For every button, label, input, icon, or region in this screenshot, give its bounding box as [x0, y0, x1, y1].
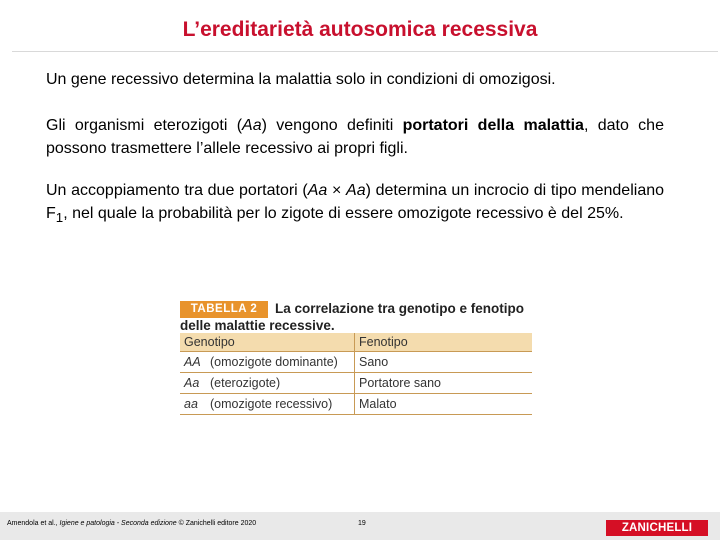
header-fenotipo: Fenotipo: [355, 333, 533, 352]
slide-title: L’ereditarietà autosomica recessiva: [182, 18, 538, 41]
title-divider: [12, 51, 718, 52]
genotype-cell: [180, 394, 355, 415]
paragraph-2-text-c: ) vengono definiti: [261, 117, 403, 134]
genotype-symbol: AA: [184, 355, 201, 369]
genotype-cell: [180, 352, 355, 373]
paragraph-1: [46, 68, 664, 91]
paragraph-3-text-a: Un accoppiamento tra due portatori (: [46, 182, 308, 199]
paragraph-2: [46, 114, 664, 160]
table-caption-line-2: delle malattie recessive.: [180, 318, 335, 333]
f1-subscript: 1: [55, 210, 64, 226]
carrier-term-bold: portatori della malattia: [402, 117, 584, 134]
phenotype-cell: Portatore sano: [355, 373, 533, 394]
zanichelli-logo: ZANICHELLI: [606, 520, 708, 536]
table-row: [180, 373, 532, 394]
phenotype-cell: Malato: [355, 394, 533, 415]
genotype-symbol: aa: [184, 397, 198, 411]
footer-copyright: © Zanichelli editore 2020: [176, 520, 257, 527]
footer-authors: Amendola et al.,: [7, 520, 60, 527]
footer-credit: [7, 520, 256, 527]
genotype-cell: [180, 373, 355, 394]
genotype-aa-italic-2: Aa: [346, 182, 366, 199]
genotype-desc: (omozigote recessivo): [210, 397, 333, 411]
table-caption-line-1: La correlazione tra genotipo e fenotipo: [275, 301, 525, 316]
table-header-row: [180, 333, 532, 352]
paragraph-3-text-g: , nel quale la probabilità per lo zigote di essere omozigote recessivo è del 25%.: [63, 205, 624, 222]
genotype-aa-italic: Aa: [242, 117, 262, 134]
paragraph-1-text: Un gene recessivo determina la malattia solo in condizioni di omozigosi.: [46, 71, 556, 88]
genotype-phenotype-table-figure: [173, 296, 533, 417]
genotype-symbol: Aa: [184, 376, 200, 390]
table-heading: [180, 298, 532, 332]
paragraph-3-text-e: ) determina un incrocio di tipo mendeliano F: [46, 182, 665, 222]
genotype-desc: (omozigote dominante): [210, 355, 338, 369]
genotype-phenotype-table: [180, 333, 532, 415]
header-genotipo: Genotipo: [180, 333, 355, 352]
paragraph-3: [46, 179, 664, 229]
table-badge: TABELLA 2: [180, 301, 268, 318]
table-row: [180, 352, 532, 373]
phenotype-cell: Sano: [355, 352, 533, 373]
footer-bar: [0, 512, 720, 540]
paragraph-2-text-e: , dato che possono trasmettere l’allele recessivo ai propri figli.: [46, 117, 664, 157]
paragraph-2-text-a: Gli organismi eterozigoti (: [46, 117, 243, 134]
page-number: 19: [358, 520, 366, 527]
cross-symbol: ×: [327, 182, 347, 199]
table-row: [180, 394, 532, 415]
genotype-desc: (eterozigote): [210, 376, 281, 390]
footer-book-title: Igiene e patologia - Seconda edizione: [59, 520, 177, 527]
genotype-aa-italic-1: Aa: [307, 182, 328, 199]
